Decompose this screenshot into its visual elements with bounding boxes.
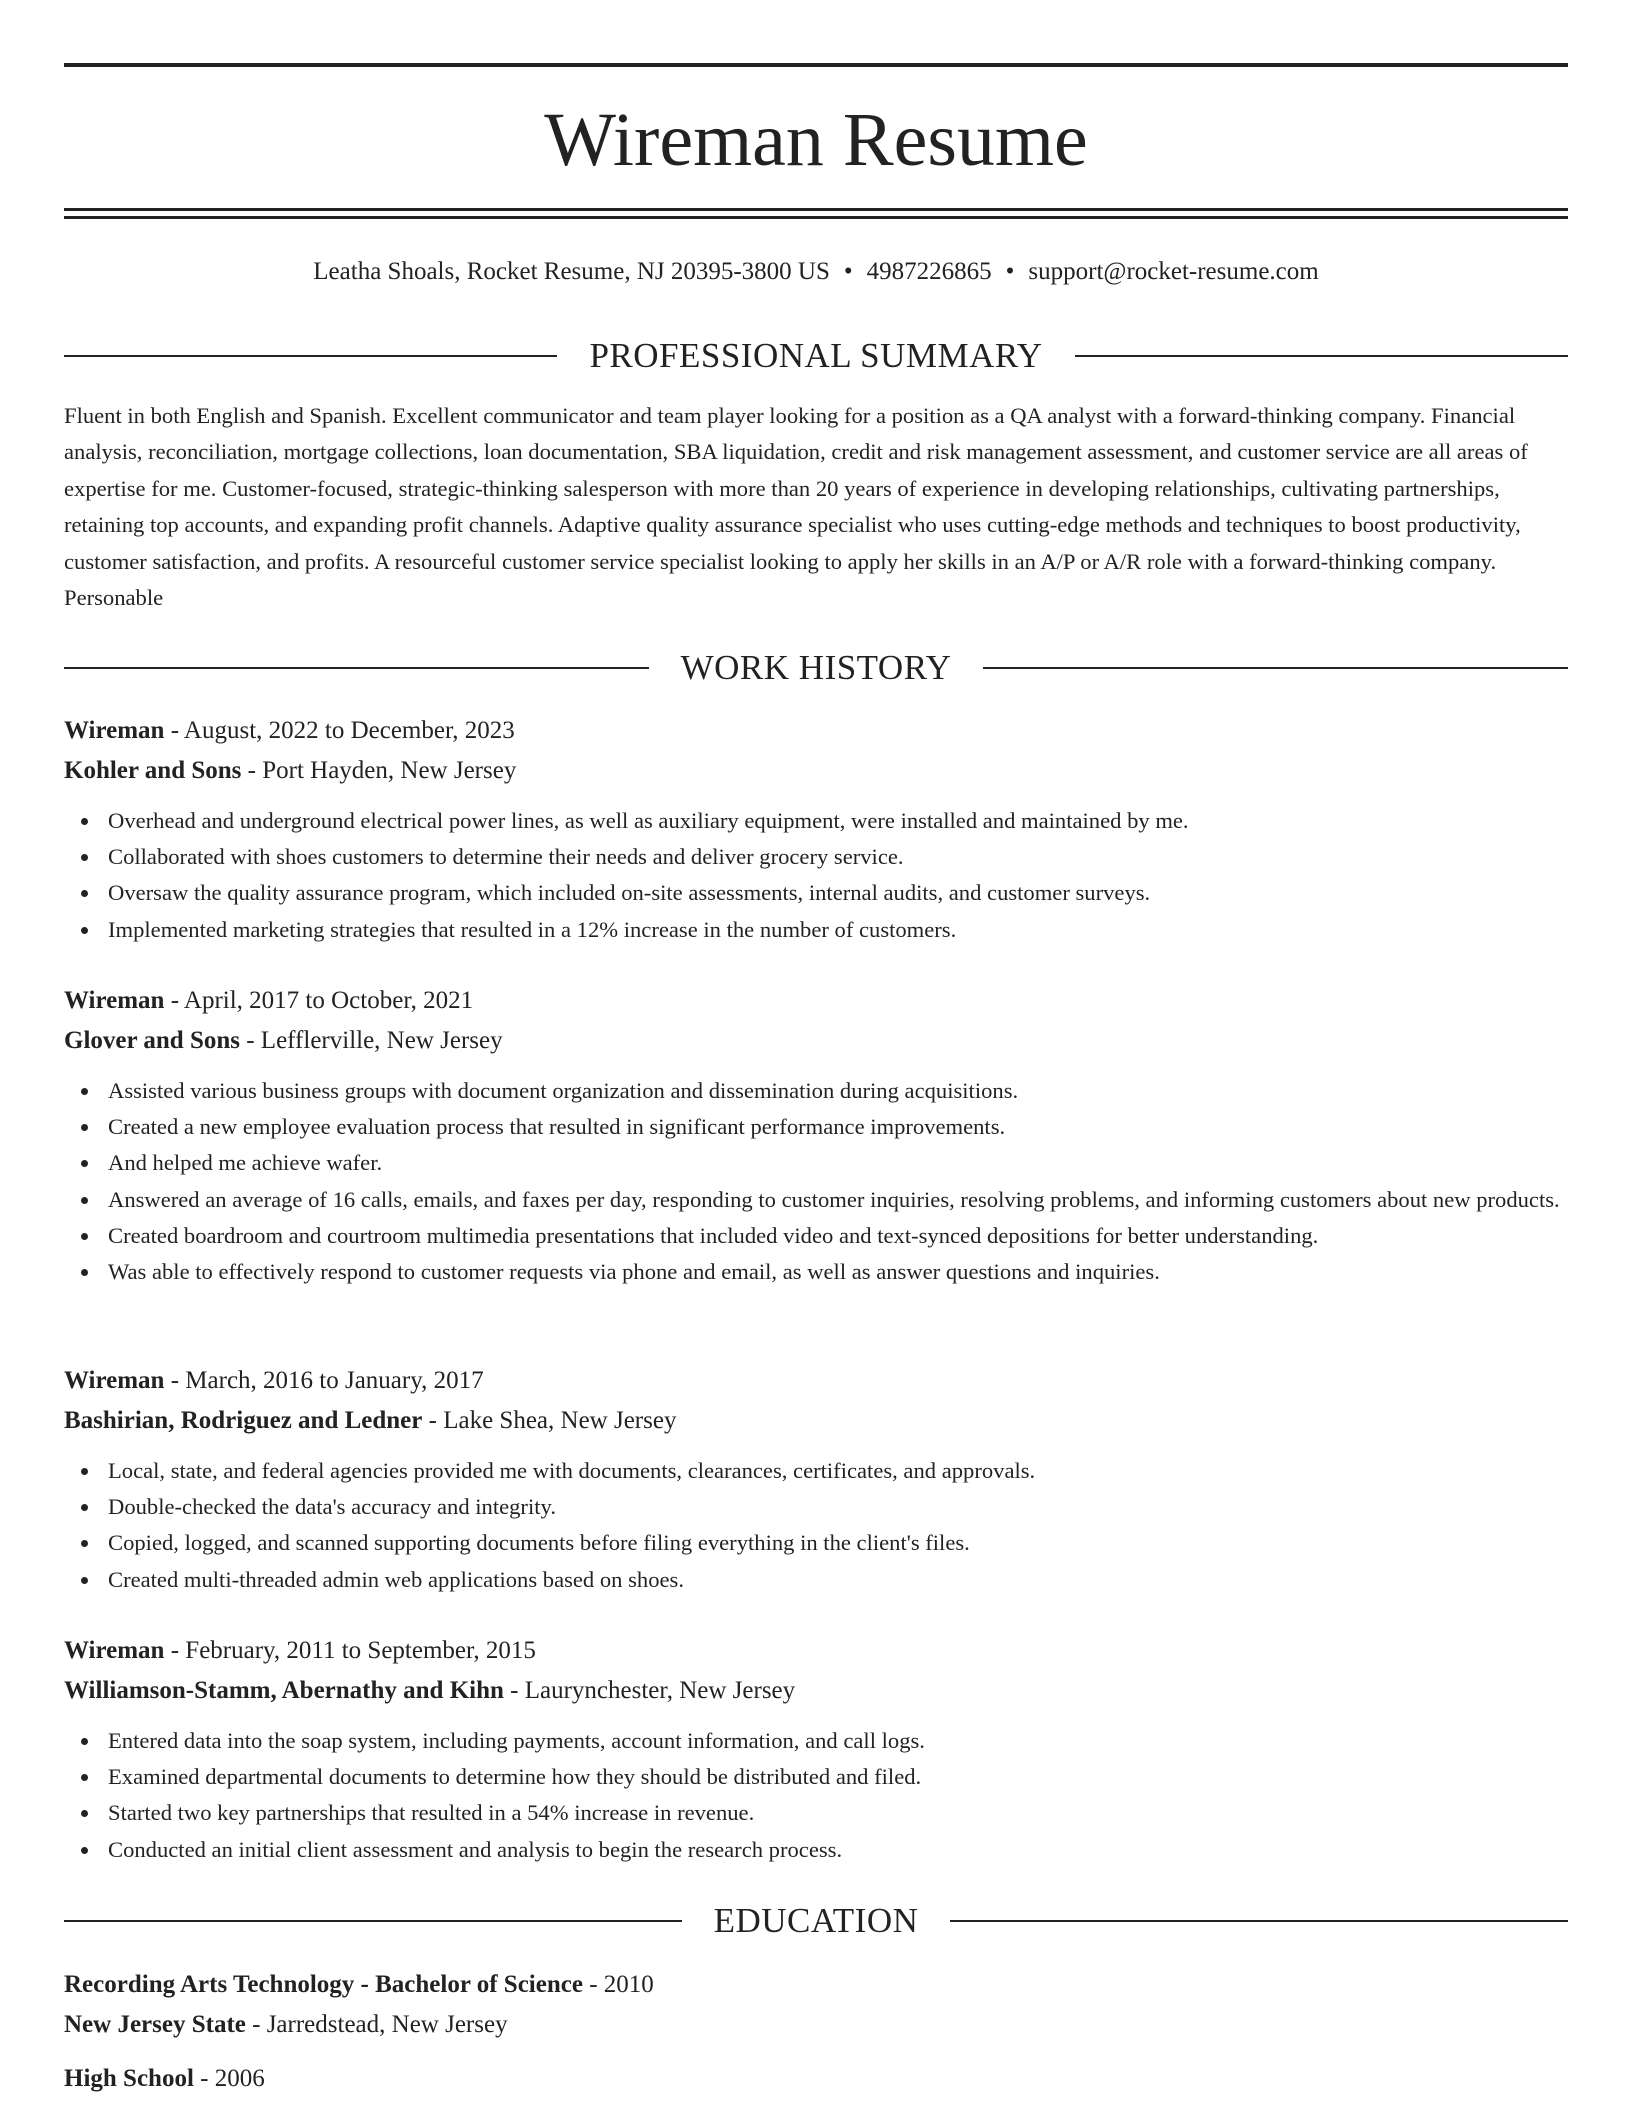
job-company-line <box>64 1401 1568 1441</box>
bullet-dot-icon <box>81 1233 88 1240</box>
top-rule <box>64 63 1568 67</box>
bullet-dot-icon <box>81 1847 88 1854</box>
bullet-text: Collaborated with shoes customers to determine their needs and deliver grocery service. <box>108 844 904 870</box>
job-company: Kohler and Sons <box>64 757 242 784</box>
section-title: EDUCATION <box>713 1901 919 1940</box>
bullet-dot-icon <box>81 1197 88 1204</box>
bullet-text: Copied, logged, and scanned supporting documents before filing everything in the client's files. <box>108 1530 970 1556</box>
job-location: - Laurynchester, New Jersey <box>503 1677 796 1704</box>
education-degree-line <box>64 1965 1568 2005</box>
section-header-education <box>64 1897 1568 1945</box>
bullet-dot-icon <box>81 1269 88 1276</box>
job-title: Wireman <box>64 987 165 1014</box>
bullet-dot-icon <box>81 1577 88 1584</box>
job-bullet <box>64 875 1568 911</box>
education-year: - 2010 <box>582 1971 654 1998</box>
job-company: Glover and Sons <box>64 1027 240 1054</box>
bullet-text: Answered an average of 16 calls, emails, and faxes per day, responding to customer inquiries, resolving problems, and informing customers about new products. <box>108 1186 1560 1212</box>
education-school-line <box>64 2005 1568 2045</box>
title-double-rule-upper <box>64 208 1568 211</box>
education-degree: Recording Arts Technology - Bachelor of Science <box>64 1971 583 1998</box>
section-rule <box>950 1920 1568 1922</box>
job-entry <box>64 1631 1568 1868</box>
job-bullet <box>64 1145 1568 1181</box>
job-bullet <box>64 1218 1568 1254</box>
bullet-dot-icon <box>81 1738 88 1745</box>
bullet-text: Examined departmental documents to determine how they should be distributed and filed. <box>108 1764 922 1790</box>
education-entry <box>64 2059 1568 2099</box>
bullet-text: Entered data into the soap system, including payments, account information, and call logs. <box>108 1728 925 1753</box>
job-dates: - August, 2022 to December, 2023 <box>164 717 515 744</box>
job-dates: - April, 2017 to October, 2021 <box>164 987 474 1014</box>
bullet-dot-icon <box>81 1774 88 1781</box>
job-dates: - March, 2016 to January, 2017 <box>164 1367 484 1394</box>
bullet-dot-icon <box>81 1160 88 1167</box>
job-title-line <box>64 711 1568 751</box>
bullet-text: Conducted an initial client assessment and analysis to begin the research process. <box>108 1836 843 1862</box>
section-rule <box>64 667 649 669</box>
contact-info <box>64 252 1568 292</box>
job-company-line <box>64 751 1568 791</box>
job-location: - Lake Shea, New Jersey <box>422 1407 677 1434</box>
job-title-line <box>64 981 1568 1021</box>
job-bullet <box>64 1562 1568 1598</box>
education-entry <box>64 1965 1568 2045</box>
resume-title: Wireman Resume <box>544 98 1088 182</box>
bullet-dot-icon <box>81 1088 88 1095</box>
job-entry <box>64 981 1568 1290</box>
job-bullet <box>64 1525 1568 1561</box>
bullet-text: Implemented marketing strategies that resulted in a 12% increase in the number of customers. <box>108 916 957 942</box>
bullet-dot-icon <box>81 1540 88 1547</box>
job-location: - Port Hayden, New Jersey <box>241 757 517 784</box>
bullet-text: Was able to effectively respond to customer requests via phone and email, as well as answer questions and inquiries. <box>108 1259 1160 1285</box>
section-rule <box>64 355 557 357</box>
bullet-text: Double-checked the data's accuracy and integrity. <box>108 1494 556 1520</box>
contact-separator: • <box>1005 258 1015 285</box>
summary-text: Fluent in both English and Spanish. Excellent communicator and team player looking for a position as a QA analyst with a forward-thinking company. Financial analysis, reconciliation, mortgage collections, loan documentation, SBA liquidation, credit and risk management assessment, and customer service are all areas of expertise for me. Customer-focused, strategic-thinking salesperson with more than 20 years of experience in developing relationships, cultivating partnerships, retaining top accounts, and expanding profit channels. Adaptive quality assurance specialist who uses cutting-edge methods and techniques to boost productivity, customer satisfaction, and profits. A resourceful customer service specialist looking to apply her skills in an A/P or A/R role with a forward-thinking company. Personable <box>64 403 1528 611</box>
job-bullet <box>64 1254 1568 1290</box>
job-bullets <box>64 1723 1568 1868</box>
job-bullet <box>64 1073 1568 1109</box>
section-rule <box>983 667 1568 669</box>
job-company-line <box>64 1671 1568 1711</box>
section-title: WORK HISTORY <box>680 648 952 687</box>
job-entry <box>64 711 1568 948</box>
job-entry <box>64 1361 1568 1598</box>
job-title: Wireman <box>64 1367 165 1394</box>
job-bullet <box>64 803 1568 839</box>
section-rule <box>1075 355 1568 357</box>
education-school: New Jersey State <box>64 2011 246 2038</box>
job-bullet <box>64 1453 1568 1489</box>
section-title: PROFESSIONAL SUMMARY <box>589 336 1043 375</box>
job-bullet <box>64 1832 1568 1868</box>
section-header-work-history <box>64 644 1568 692</box>
bullet-dot-icon <box>81 890 88 897</box>
bullet-dot-icon <box>81 1124 88 1131</box>
job-bullet <box>64 1723 1568 1759</box>
job-bullet <box>64 1489 1568 1525</box>
job-title-line <box>64 1361 1568 1401</box>
contact-phone: 4987226865 <box>866 258 992 285</box>
bullet-text: Started two key partnerships that resulted in a 54% increase in revenue. <box>108 1800 755 1826</box>
section-header-summary <box>64 332 1568 380</box>
bullet-text: Overhead and underground electrical power lines, as well as auxiliary equipment, were installed and maintained by me. <box>108 808 1189 833</box>
job-bullet <box>64 1795 1568 1831</box>
job-bullets <box>64 803 1568 948</box>
bullet-text: Created multi-threaded admin web applications based on shoes. <box>108 1566 684 1592</box>
title-double-rule-lower <box>64 216 1568 219</box>
bullet-text: And helped me achieve wafer. <box>108 1150 383 1176</box>
job-location: - Lefflerville, New Jersey <box>239 1027 503 1054</box>
job-bullet <box>64 1759 1568 1795</box>
job-title-line <box>64 1631 1568 1671</box>
job-company: Williamson-Stamm, Abernathy and Kihn <box>64 1677 504 1704</box>
education-degree-line <box>64 2059 1568 2099</box>
bullet-text: Oversaw the quality assurance program, which included on-site assessments, internal audits, and customer surveys. <box>108 880 1151 906</box>
job-bullet <box>64 912 1568 948</box>
bullet-dot-icon <box>81 927 88 934</box>
bullet-dot-icon <box>81 1504 88 1511</box>
job-bullets <box>64 1073 1568 1290</box>
bullet-text: Created boardroom and courtroom multimedia presentations that included video and text-synced depositions for better understanding. <box>108 1222 1319 1248</box>
education-location: - Jarredstead, New Jersey <box>245 2011 508 2038</box>
education-degree: High School <box>64 2065 194 2092</box>
bullet-dot-icon <box>81 1468 88 1475</box>
bullet-dot-icon <box>81 1810 88 1817</box>
job-bullets <box>64 1453 1568 1598</box>
job-title: Wireman <box>64 1637 165 1664</box>
job-bullet <box>64 839 1568 875</box>
bullet-dot-icon <box>81 818 88 825</box>
job-dates: - February, 2011 to September, 2015 <box>164 1637 536 1664</box>
job-company-line <box>64 1021 1568 1061</box>
bullet-text: Local, state, and federal agencies provided me with documents, clearances, certificates, and approvals. <box>108 1458 1036 1483</box>
contact-email: support@rocket-resume.com <box>1028 258 1319 285</box>
bullet-text: Created a new employee evaluation process that resulted in significant performance improvements. <box>108 1114 1006 1140</box>
section-rule <box>64 1920 682 1922</box>
bullet-dot-icon <box>81 854 88 861</box>
job-company: Bashirian, Rodriguez and Ledner <box>64 1407 423 1434</box>
education-year: - 2006 <box>193 2065 265 2092</box>
job-bullet <box>64 1109 1568 1145</box>
contact-separator: • <box>843 258 853 285</box>
bullet-text: Assisted various business groups with document organization and dissemination during acquisitions. <box>108 1078 1019 1103</box>
job-bullet <box>64 1182 1568 1218</box>
contact-address: Leatha Shoals, Rocket Resume, NJ 20395-3800 US <box>313 258 830 285</box>
job-title: Wireman <box>64 717 165 744</box>
